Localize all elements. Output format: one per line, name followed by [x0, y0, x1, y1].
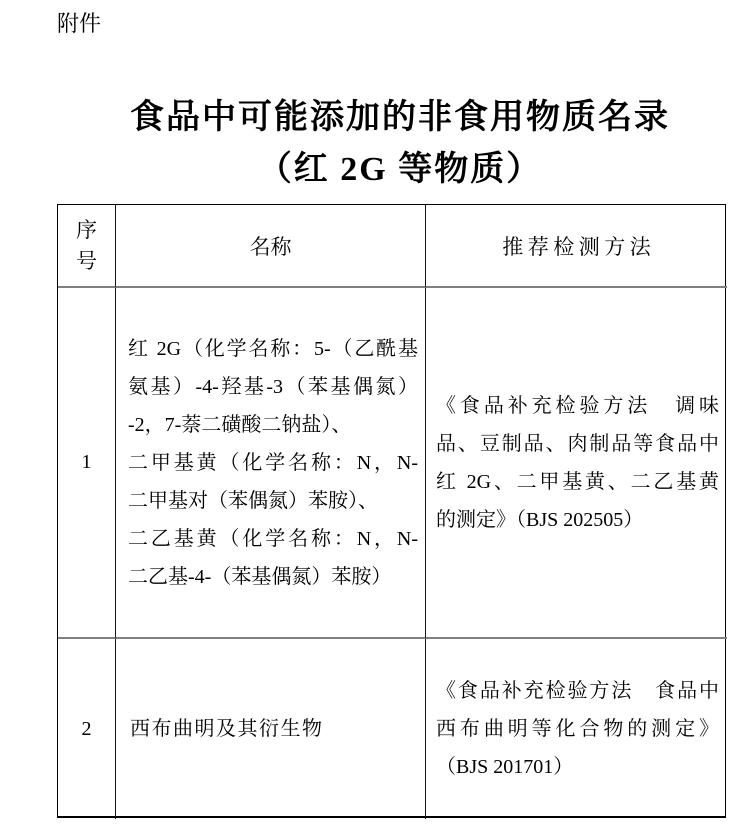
header-cell-name: [116, 205, 426, 288]
document-title: [60, 92, 740, 196]
detection-method-line: （BJS 201701）: [436, 756, 574, 778]
header-cell-method: [426, 205, 727, 288]
substance-name-line: -2，7-萘二磺酸二钠盐）、: [128, 413, 352, 436]
row2-method-cell: [426, 639, 727, 819]
substance-name-line: 西布曲明及其衍生物: [130, 718, 324, 740]
header-name-label: 名称: [249, 235, 292, 259]
row1-index-cell: [58, 288, 116, 639]
detection-method-line: 《食品补充检验方法 食品中: [436, 680, 719, 702]
detection-method-line: 《食品补充检验方法 调味: [436, 394, 719, 417]
row2-index: 2: [81, 717, 92, 740]
detection-method-line: 红 2G、二甲基黄、二乙基黄: [436, 470, 719, 493]
row1-method-cell: [426, 288, 727, 639]
detection-method-line: 的测定》（BJS 202505）: [436, 508, 644, 531]
title-line-2: （红 2G 等物质）: [257, 151, 543, 188]
row1-index: 1: [81, 451, 92, 473]
header-index-label: 序号: [76, 218, 97, 273]
substances-table: [57, 204, 726, 818]
header-method-label: 推荐检测方法: [502, 235, 656, 259]
row2-index-cell: [58, 639, 116, 819]
substance-name-line: 二乙基黄（化学名称：N，N-: [128, 527, 418, 550]
substance-name-line: 二甲基黄（化学名称：N，N-: [128, 451, 418, 474]
row1-name-cell: [116, 288, 426, 639]
header-cell-index: [58, 205, 116, 288]
title-line-1: 食品中可能添加的非食用物质名录: [130, 99, 670, 136]
row2-name-cell: [116, 639, 426, 819]
attachment-label: 附件: [57, 11, 102, 36]
substance-name-line: 二乙基-4-（苯基偶氮）苯胺）: [128, 565, 392, 588]
detection-method-line: 品、豆制品、肉制品等食品中: [436, 432, 719, 455]
detection-method-line: 西布曲明等化合物的测定》: [436, 718, 719, 740]
substance-name-line: 氨基）-4-羟基-3（苯基偶氮）: [128, 375, 418, 398]
substance-name-line: 红 2G（化学名称：5-（乙酰基: [128, 337, 418, 360]
substance-name-line: 二甲基对（苯偶氮）苯胺）、: [128, 489, 378, 512]
